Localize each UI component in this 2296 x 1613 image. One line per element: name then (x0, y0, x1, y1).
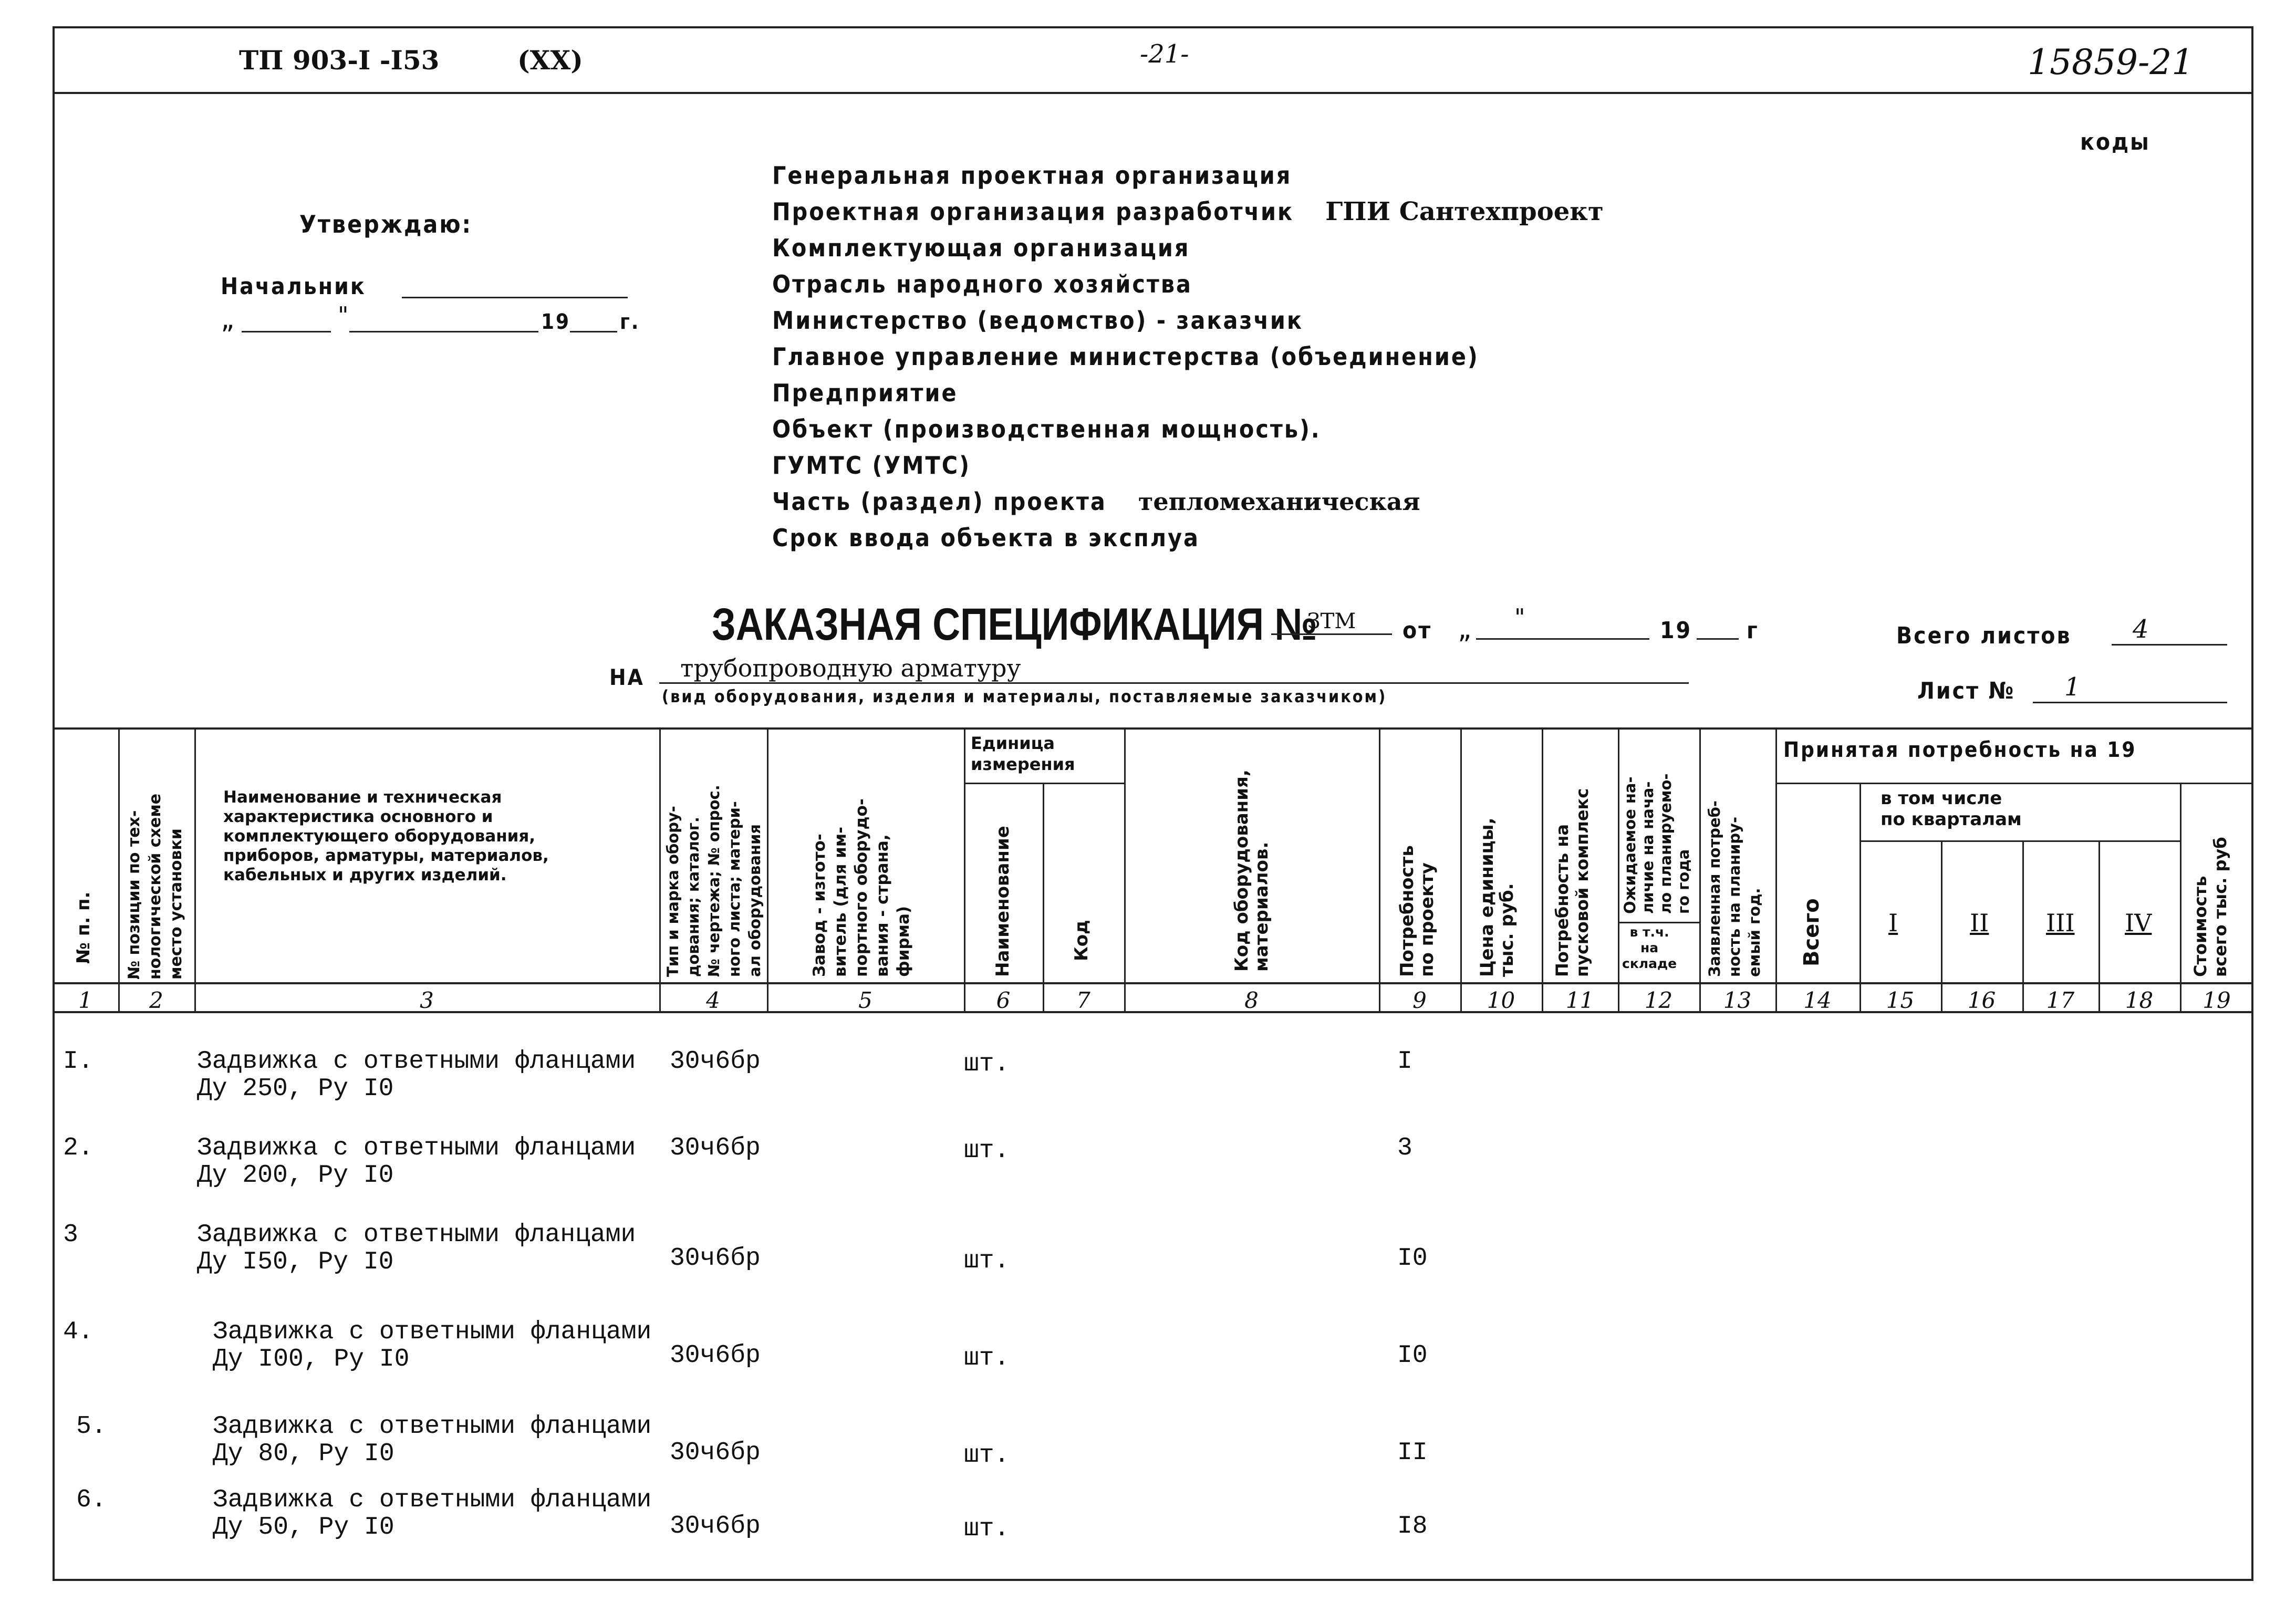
approval-position: Начальник (221, 273, 366, 300)
col-divider (2098, 840, 2100, 1011)
org-field-label: Комплектующая организация (772, 234, 1190, 262)
row-name (197, 1048, 636, 1102)
org-field (772, 339, 1604, 375)
spec-from: от (1402, 617, 1432, 644)
row-name (197, 1221, 636, 1276)
row-name-line: Ду 80, Ру I0 (213, 1440, 394, 1468)
spec-year-suffix: г (1747, 617, 1759, 644)
row-name-line: Задвижка с ответными фланцами (197, 1047, 636, 1076)
stock-sub-line (1618, 922, 1699, 923)
col-number: 5 (858, 987, 872, 1013)
approval-line-day (242, 331, 331, 332)
org-field-label: Объект (производственная мощность). (772, 415, 1321, 443)
col-header-7: Код (1071, 920, 1092, 961)
col-header-13: Заявленная потреб- ность на планиру- емый год. (1706, 800, 1763, 977)
row-name-line: Ду 200, Ру I0 (197, 1161, 394, 1190)
row-name-line: Задвижка с ответными фланцами (213, 1412, 652, 1441)
col-divider (964, 727, 965, 1011)
row-qty: I0 (1397, 1341, 1428, 1370)
col-header-18: IV (2125, 909, 2152, 937)
col-divider (194, 727, 196, 1011)
col-divider (1941, 840, 1942, 1011)
spec-for-value: трубопроводную арматуру (659, 654, 1689, 684)
org-field-label: Генеральная проектная организация (772, 161, 1292, 190)
page-number: -21- (1140, 39, 1189, 69)
header-divider (53, 92, 2253, 94)
col-number: 8 (1244, 987, 1259, 1013)
row-name (197, 1135, 636, 1189)
col-number: 14 (1803, 987, 1832, 1013)
col-header-9: Потребность по проекту (1397, 845, 1438, 977)
col-divider (1618, 727, 1619, 1011)
row-qty: I0 (1397, 1244, 1428, 1273)
approval-line-1 (402, 297, 628, 298)
row-number: I. (63, 1047, 93, 1076)
col-divider (1460, 727, 1462, 1011)
spec-for-caption: (вид оборудования, изделия и материалы, поставляемые заказчиком) (662, 686, 1387, 706)
col-divider (1699, 727, 1701, 1011)
row-qty: 3 (1397, 1134, 1412, 1162)
col-number: 4 (706, 987, 720, 1013)
org-fields (772, 158, 1604, 556)
col-header-11: Потребность на пусковой комплекс (1552, 788, 1592, 977)
org-field (772, 266, 1604, 303)
row-type: 30ч6бр (670, 1244, 761, 1273)
col-header-14: Всего (1800, 898, 1824, 966)
spec-year-line (1697, 638, 1739, 640)
col-divider (1043, 783, 1044, 1011)
row-type: 30ч6бр (670, 1439, 761, 1467)
row-type: 30ч6бр (670, 1047, 761, 1076)
doc-variant: (XX) (517, 45, 583, 76)
row-name-line: Задвижка с ответными фланцами (197, 1134, 636, 1162)
row-name-line: Ду 250, Ру I0 (197, 1075, 394, 1103)
unit-group-line (964, 783, 1124, 784)
col-header-17: III (2046, 909, 2075, 937)
total-sheets-label: Всего листов (1896, 622, 2072, 649)
col-divider (2022, 840, 2024, 1011)
org-field-label: Часть (раздел) проекта (772, 487, 1107, 516)
col-header-6: Наименование (992, 826, 1013, 977)
org-field-value: ГПИ Сантехпроект (1325, 197, 1604, 226)
col-number: 6 (996, 987, 1011, 1013)
approval-quote-close: " (336, 302, 350, 329)
approval-line-year (570, 331, 617, 332)
row-type: 30ч6бр (670, 1341, 761, 1370)
col-divider (2180, 783, 2181, 1011)
org-field (772, 230, 1604, 266)
col-number: 1 (78, 987, 92, 1013)
sheet-label: Лист № (1917, 678, 2016, 704)
table-top-line (53, 727, 2253, 730)
row-number: 4. (63, 1318, 93, 1346)
col-number: 16 (1967, 987, 1996, 1013)
org-field-label: Главное управление министерства (объединение) (772, 342, 1479, 371)
approval-quote-open: „ (221, 307, 235, 334)
org-field-label: Срок ввода объекта в эксплуа (772, 524, 1200, 552)
row-name (213, 1318, 651, 1373)
col-header-16: II (1970, 909, 1989, 937)
col-number: 2 (149, 987, 163, 1013)
quarters-group-header: в том числе по кварталам (1881, 788, 2022, 830)
row-unit: шт. (964, 1441, 1010, 1470)
col-divider (1379, 727, 1380, 1011)
col-divider (767, 727, 768, 1011)
col-number: 12 (1644, 987, 1673, 1013)
col-number: 17 (2046, 987, 2075, 1013)
row-unit: шт. (964, 1137, 1010, 1165)
total-sheets-value: 4 (2112, 615, 2227, 646)
spec-year: 19 (1660, 617, 1692, 644)
quarters-group-line (1859, 840, 2180, 842)
col-divider (1859, 783, 1861, 1011)
row-unit: шт. (964, 1515, 1010, 1543)
spec-title: ЗАКАЗНАЯ СПЕЦИФИКАЦИЯ № (712, 599, 1317, 650)
org-field-label: Предприятие (772, 379, 958, 407)
col-header-19: Стоимость всего тыс. руб (2190, 837, 2230, 977)
doc-code: ТП 903-I -I53 (239, 45, 440, 76)
org-field (772, 375, 1604, 411)
approval-line-month (349, 331, 538, 332)
col-number: 11 (1565, 987, 1594, 1013)
col-number: 3 (420, 987, 434, 1013)
spec-number: ЗТМ (1271, 609, 1392, 635)
accepted-group-line (1775, 783, 2253, 784)
approval-title: Утверждаю: (299, 210, 473, 238)
row-unit: шт. (964, 1247, 1010, 1275)
row-name-line: Задвижка с ответными фланцами (197, 1221, 636, 1249)
codes-label: коды (2080, 129, 2150, 155)
col-header-2: № позиции по тех- нологической схеме место установки (125, 793, 185, 980)
approval-year: 19 (541, 310, 571, 334)
org-field (772, 303, 1604, 339)
col-number: 7 (1076, 987, 1090, 1013)
col-number: 13 (1723, 987, 1752, 1013)
row-name (213, 1486, 651, 1541)
col-header-4: Тип и марка обору- дования; каталог. № чертежа; № опрос. ного листа; матери- ал оборудования (664, 785, 764, 977)
row-unit: шт. (964, 1050, 1010, 1078)
sheet-code: 15859-21 (2028, 42, 2194, 82)
org-field-label: Министерство (ведомство) - заказчик (772, 306, 1303, 335)
row-number: 3 (63, 1221, 78, 1249)
row-name-line: Ду 50, Ру I0 (213, 1513, 394, 1542)
row-name (213, 1413, 651, 1468)
row-name-line: Задвижка с ответными фланцами (213, 1318, 652, 1346)
row-qty: II (1397, 1439, 1428, 1467)
col-header-15: I (1888, 909, 1898, 937)
row-number: 2. (63, 1134, 93, 1162)
org-field-label: Проектная организация разработчик (772, 197, 1294, 226)
col-number: 19 (2203, 987, 2231, 1013)
spec-date-line (1476, 638, 1649, 640)
org-field-label: Отрасль народного хозяйства (772, 270, 1192, 298)
row-name-line: Ду I00, Ру I0 (213, 1345, 410, 1373)
col-header-8: Код оборудования, материалов. (1231, 769, 1272, 972)
table-header-bottom-line (53, 982, 2253, 984)
org-field (772, 194, 1604, 230)
col-number: 9 (1412, 987, 1427, 1013)
spec-date-quote-close: " (1513, 604, 1527, 631)
col-divider (1775, 727, 1777, 1011)
col-header-10: Цена единицы, тыс. руб. (1477, 817, 1518, 977)
unit-group-header: Единица измерения (971, 733, 1075, 774)
org-field (772, 484, 1604, 520)
row-type: 30ч6бр (670, 1134, 761, 1162)
row-name-line: Задвижка с ответными фланцами (213, 1486, 652, 1514)
col-header-12: Ожидаемое на- личие на нача- ло планируемо- го года (1621, 773, 1692, 914)
org-field (772, 158, 1604, 194)
col-number: 18 (2125, 987, 2154, 1013)
col-divider (1124, 727, 1126, 1011)
spec-date-quote-open: „ (1458, 617, 1472, 644)
row-type: 30ч6бр (670, 1512, 761, 1541)
approval-year-suffix: г. (620, 310, 640, 334)
spec-for-label: НА (609, 664, 645, 690)
col-number: 15 (1886, 987, 1915, 1013)
col-header-5: Завод - изгото- витель (для им- портного оборудо- вания - страна, фирма) (810, 798, 913, 977)
org-field-value: тепломеханическая (1138, 487, 1420, 516)
col-header-12b: в т.ч. на складе (1622, 924, 1677, 971)
row-number: 6. (76, 1486, 107, 1514)
org-field (772, 448, 1604, 484)
row-name-line: Ду I50, Ру I0 (197, 1248, 394, 1276)
org-field-label: ГУМТС (УМТС) (772, 451, 971, 480)
row-qty: I (1397, 1047, 1412, 1076)
row-qty: I8 (1397, 1512, 1428, 1541)
row-number: 5. (76, 1412, 107, 1441)
org-field (772, 520, 1604, 556)
col-header-1: № п. п. (73, 891, 94, 964)
col-divider (1542, 727, 1543, 1011)
col-header-3: Наименование и техническая характеристика основного и комплектующего оборудования, приборов, арматуры, материалов, кабельных и других изделий. (223, 788, 549, 884)
col-divider (659, 727, 661, 1011)
accepted-header: Принятая потребность на 19 (1783, 738, 2137, 762)
col-number: 10 (1487, 987, 1515, 1013)
sheet-value: 1 (2033, 672, 2227, 703)
org-field (772, 411, 1604, 448)
row-unit: шт. (964, 1344, 1010, 1372)
col-divider (118, 727, 120, 1011)
